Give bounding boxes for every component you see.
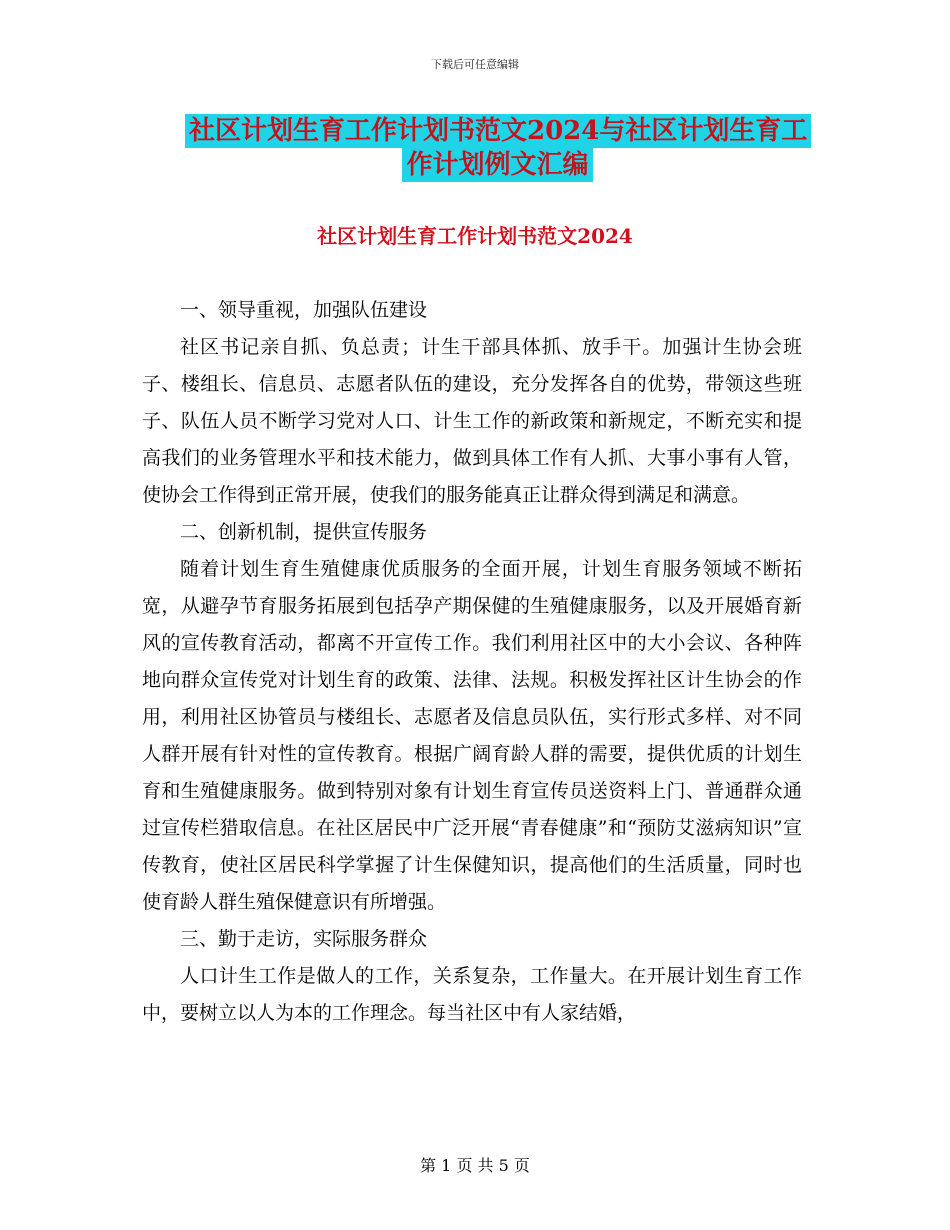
heading-1: 一、领导重视，加强队伍建设 (180, 299, 428, 321)
section-title: 社区计划生育工作计划书范文2024 (317, 224, 633, 248)
title-line-2: 作计划例文汇编 (402, 148, 592, 182)
paragraph-3: 人口计生工作是做人的工作，关系复杂，工作量大。在开展计划生育工作中，要树立以人为本的工作理念。每当社区中有人家结婚， (142, 965, 802, 1024)
paragraph-2: 随着计划生育生殖健康优质服务的全面开展，计划生育服务领域不断拓宽，从避孕节育服务拓展到包括孕产期保健的生殖健康服务，以及开展婚育新风的宣传教育活动，都离不开宣传工作。我们利用社区中的大小会议、各种阵地向群众宣传党对计划生育的政策、法律、法规。积极发挥社区计生协会的作用，利用社区协管员与楼组长、志愿者及信息员队伍，实行形式多样、对不同人群开展有针对性的宣传教育。根据广阔育龄人群的需要，提供优质的计划生育和生殖健康服务。做到特别对象有计划生育宣传员送资料上门、普通群众通过宣传栏猎取信息。在社区居民中广泛开展“青春健康”和“预防艾滋病知识”宣传教育，使社区居民科学掌握了计生保健知识，提高他们的生活质量，同时也使育龄人群生殖保健意识有所增强。 (142, 558, 802, 913)
body-text (142, 292, 802, 1032)
heading-3: 三、勤于走访，实际服务群众 (180, 928, 428, 950)
header-note: 下载后可任意编辑 (431, 58, 519, 71)
heading-2: 二、创新机制，提供宣传服务 (180, 521, 428, 543)
title-line-1: 社区计划生育工作计划书范文2024与社区计划生育工 (185, 114, 811, 148)
page-number: 第 1 页 共 5 页 (420, 1156, 530, 1175)
paragraph-1: 社区书记亲自抓、负总责；计生干部具体抓、放手干。加强计生协会班子、楼组长、信息员、志愿者队伍的建设，充分发挥各自的优势，带领这些班子、队伍人员不断学习党对人口、计生工作的新政策和新规定，不断充实和提高我们的业务管理水平和技术能力，做到具体工作有人抓、大事小事有人管，使协会工作得到正常开展，使我们的服务能真正让群众得到满足和满意。 (142, 336, 802, 506)
document-title (185, 114, 810, 182)
